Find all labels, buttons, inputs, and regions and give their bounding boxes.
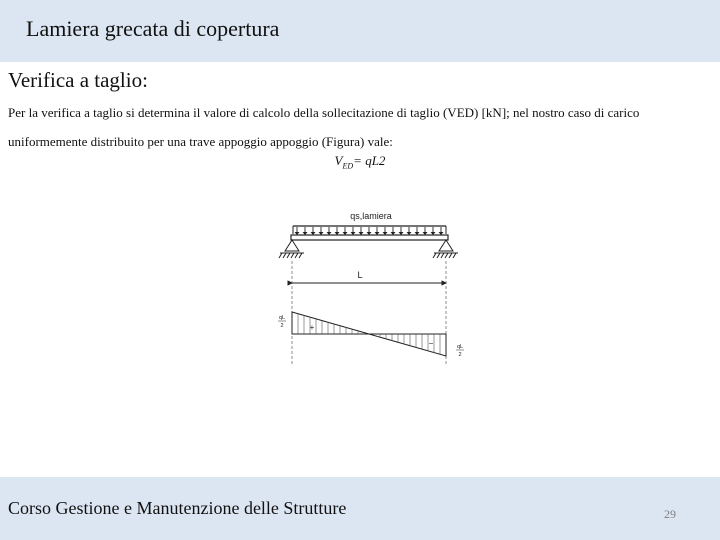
right-shear-denominator: 2	[458, 352, 462, 358]
formula-symbol: V	[334, 153, 343, 168]
section-heading: Verifica a taglio:	[8, 68, 148, 92]
distributed-load	[293, 226, 446, 235]
beam	[291, 235, 448, 240]
positive-sign: +	[309, 323, 315, 332]
left-shear-numerator: qL	[278, 315, 286, 321]
footer-course-name: Corso Gestione e Manutenzione delle Strutture	[8, 498, 347, 518]
beam-shear-figure	[276, 205, 466, 367]
negative-sign: −	[428, 339, 434, 348]
left-shear-denominator: 2	[280, 323, 284, 329]
formula-subscript: ED	[342, 161, 354, 171]
right-support	[433, 240, 458, 258]
left-support	[279, 240, 304, 258]
left-shear-label	[278, 315, 286, 329]
shear-diagram	[292, 312, 446, 356]
formula-rhs: = qL2	[353, 153, 386, 168]
span-label: L	[357, 270, 363, 280]
right-shear-label	[456, 344, 464, 358]
right-shear-numerator: qL	[456, 344, 464, 350]
slide-title: Lamiera grecata di copertura	[26, 16, 280, 41]
beam-diagram-svg	[276, 205, 466, 367]
page-number: 29	[664, 507, 676, 521]
load-label: qs,lamiera	[350, 211, 392, 221]
body-paragraph: Per la verifica a taglio si determina il valore di calcolo della sollecitazione di taglio (VED) [kN]; nel nostro caso di carico uniformemente distribuito per una trave appoggio appoggio (Figura) vale:	[8, 105, 640, 149]
shear-formula	[0, 153, 720, 171]
